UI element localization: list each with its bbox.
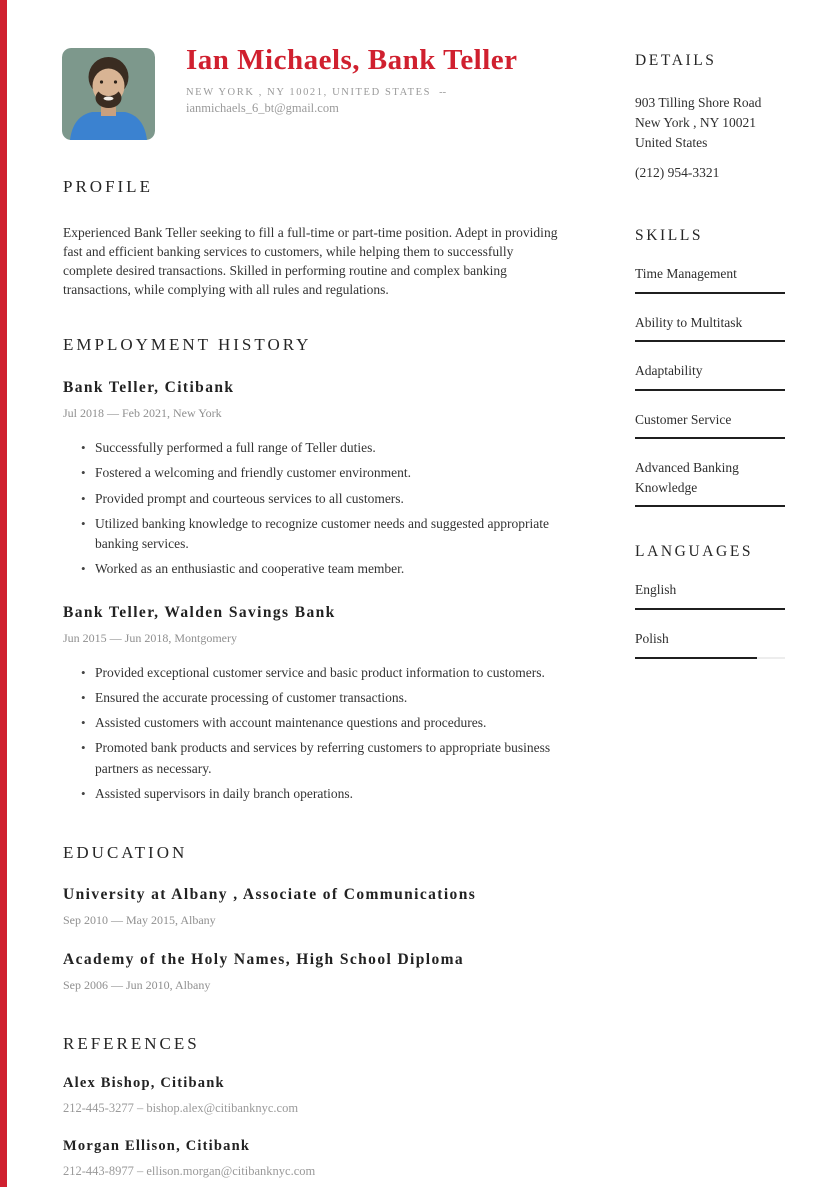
skill-bar-fill [635, 505, 785, 507]
skill-label: Time Management [635, 266, 737, 281]
reference-name: Alex Bishop, Citibank [63, 1075, 225, 1092]
job-dates: Jul 2018 — Feb 2021, New York [63, 406, 222, 420]
employment-heading: EMPLOYMENT HISTORY [63, 335, 312, 355]
skills-heading: SKILLS [635, 226, 704, 244]
details-heading: DETAILS [635, 52, 717, 69]
language-label: Polish [635, 630, 669, 646]
address-separator: -- [439, 87, 447, 99]
education-dates: Sep 2006 — Jun 2010, Albany [63, 977, 211, 992]
skill-bar-fill [635, 340, 785, 342]
references-heading: REFERENCES [63, 1033, 200, 1053]
job-bullet: • Promoted bank products and services by referring customers to appropriate business partners as necessary. [63, 738, 559, 779]
job-bullet: • Assisted customers with account maintenance questions and procedures. [63, 713, 559, 733]
job-dates: Jun 2015 — Jun 2018, Montgomery [63, 630, 237, 645]
profile-heading: PROFILE [63, 177, 153, 196]
language-item [635, 580, 785, 610]
job-bullet: • Utilized banking knowledge to recognize customer needs and suggested appropriate banking services. [63, 514, 559, 555]
education-entry [63, 951, 559, 993]
language-bar [635, 657, 785, 659]
skill-bar [635, 389, 785, 391]
profile-photo [62, 48, 155, 140]
reference-contact: 212-443-8977 – ellison.morgan@citibanknyc.com [63, 1164, 316, 1179]
skill-item [635, 361, 785, 391]
reference-entry [63, 1138, 559, 1179]
education-dates: Sep 2010 — May 2015, Albany [63, 912, 216, 927]
skill-bar [635, 437, 785, 439]
skill-label: Ability to Multitask [635, 314, 743, 330]
language-bar [635, 608, 785, 610]
accent-stripe [0, 0, 7, 1187]
language-item [635, 629, 785, 659]
address-text: NEW YORK , NY 10021, UNITED STATES [186, 87, 432, 99]
reference-entry [63, 1075, 559, 1116]
candidate-name: Ian Michaels, Bank Teller [186, 44, 518, 76]
main-column [63, 178, 559, 1179]
education-entry [63, 886, 559, 928]
skill-item [635, 264, 785, 294]
header [186, 44, 616, 116]
skill-bar-fill [635, 389, 785, 391]
skill-item [635, 410, 785, 440]
skill-bar-fill [635, 292, 785, 294]
job-title: Bank Teller, Citibank [63, 379, 235, 396]
skill-bar [635, 505, 785, 507]
details-address [635, 93, 785, 153]
job-bullet: • Worked as an enthusiastic and cooperative team member. [63, 559, 559, 579]
profile-text: Experienced Bank Teller seeking to fill a full-time or part-time position. Adept in providing fast and efficient banking services to customers, while helping them to successfully complete desired transactions. Skilled in performing routine and complex banking transactions, while complying with all rules and regulations. [63, 224, 558, 298]
language-label: English [635, 582, 677, 598]
skill-label: Adaptability [635, 363, 703, 379]
job-title: Bank Teller, Walden Savings Bank [63, 603, 336, 621]
reference-contact: 212-445-3277 – bishop.alex@citibanknyc.com [63, 1101, 299, 1116]
skill-item [635, 458, 785, 507]
job-bullets [63, 663, 559, 805]
address-line [186, 87, 616, 98]
job-bullet: • Ensured the accurate processing of customer transactions. [63, 688, 559, 708]
job-bullet: • Fostered a welcoming and friendly customer environment. [63, 463, 559, 483]
address-line-3: United States [635, 134, 708, 150]
skill-bar-fill [635, 437, 785, 439]
sidebar [635, 52, 785, 678]
profile-photo-illustration [62, 48, 155, 140]
education-title: University at Albany , Associate of Communications [63, 885, 477, 903]
skill-label: Advanced Banking Knowledge [635, 460, 739, 495]
job-bullet: • Provided exceptional customer service and basic product information to customers. [63, 663, 559, 683]
job-bullets [63, 438, 559, 580]
reference-name: Morgan Ellison, Citibank [63, 1138, 251, 1155]
skill-label: Customer Service [635, 411, 732, 427]
education-heading: EDUCATION [63, 843, 188, 862]
skill-bar [635, 340, 785, 342]
language-bar-fill [635, 608, 785, 610]
job-entry [63, 379, 559, 580]
job-bullet: • Successfully performed a full range of Teller duties. [63, 438, 559, 458]
job-bullet: • Provided prompt and courteous services to all customers. [63, 489, 559, 509]
skills-list [635, 264, 785, 507]
languages-list [635, 580, 785, 658]
address-line-2: New York , NY 10021 [635, 115, 757, 131]
languages-heading: LANGUAGES [635, 543, 754, 561]
phone-number: (212) 954-3321 [635, 164, 720, 180]
job-bullet: • Assisted supervisors in daily branch operations. [63, 784, 559, 804]
address-line-1: 903 Tilling Shore Road [635, 95, 762, 111]
skill-bar [635, 292, 785, 294]
education-title: Academy of the Holy Names, High School Diploma [63, 950, 465, 968]
job-entry [63, 604, 559, 805]
language-bar-fill [635, 657, 757, 659]
email-text: ianmichaels_6_bt@gmail.com [186, 101, 339, 116]
skill-item [635, 313, 785, 343]
